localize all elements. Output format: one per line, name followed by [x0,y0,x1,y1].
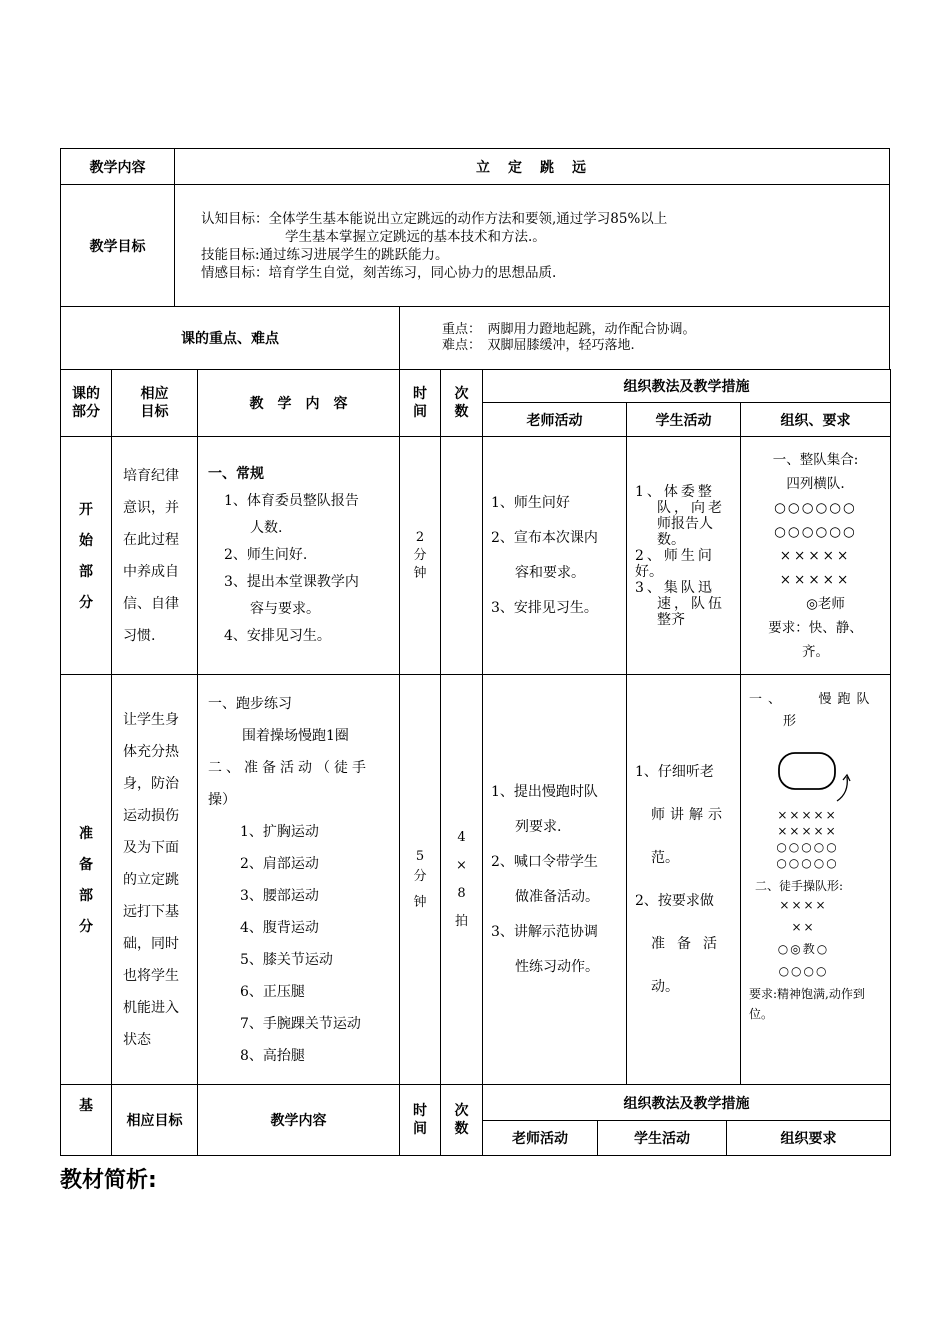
start-part: 开 始 部 分 [61,437,112,675]
base-table [60,1084,891,1156]
exercise-formation: ×××× ×× ○◎教○ ○○○○ [777,898,830,978]
prep-part: 准 备 部 分 [61,675,112,1085]
teaching-objective-label: 教学目标 [61,185,175,307]
difficult-point-label: 难点： [442,338,475,353]
base-count: 次 数 [441,1085,483,1156]
header-goal: 相应 目标 [112,370,198,437]
header-content: 教 学 内 容 [198,370,400,437]
key-points-table [60,306,890,370]
header-time: 时 间 [400,370,441,437]
teaching-content-label: 教学内容 [61,149,175,185]
base-student-activity: 学生活动 [598,1121,727,1156]
start-content-title: 一、常规 [208,466,264,482]
header-count: 次 数 [441,370,483,437]
header-org-methods: 组织教法及教学措施 [483,370,891,403]
base-part: 基 [61,1085,112,1156]
start-time: 2 分 钟 [400,437,441,675]
header-student-activity: 学生活动 [627,403,741,437]
jog-track-loop [779,753,835,789]
base-goal: 相应目标 [112,1085,198,1156]
start-teacher: 1、师生问好 2、宣布本次课内 容和要求。 3、安排见习生。 [483,437,627,675]
difficult-point-text: 双脚屈膝缓冲，轻巧落地. [487,338,635,353]
header-part: 课的 部分 [61,370,112,437]
prep-student: 1、仔细听老 师讲解示 范。 2、按要求做 准备活 动。 [627,675,741,1085]
jog-direction-arrow [837,777,847,801]
start-student: 1、体委整 队，向老 师报告人 数。 2、师生问 好。 3、集队迅 速，队伍 整齐 [627,437,741,675]
jog-track-diagram [771,749,861,805]
base-org-methods: 组织教法及教学措施 [483,1085,891,1121]
prep-teacher: 1、提出慢跑时队 列要求. 2、喊口令带学生 做准备活动。 3、讲解示范协调 性练习动作。 [483,675,627,1085]
skill-objective: 技能目标:通过练习进展学生的跳跃能力。 [201,246,449,263]
base-teacher-activity: 老师活动 [483,1121,598,1156]
start-org: 一、整队集合: 四列横队. ○○○○○○ ○○○○○○ ××××× ××××× ◎老师 要求：快、静、 齐。 [741,437,891,675]
key-difficult-label: 课的重点、难点 [61,307,400,370]
lesson-plan-sheet [60,148,890,1156]
start-goal: 培育纪律 意识，并 在此过程 中养成自 信、自律 习惯. [112,437,198,675]
jog-formation: ××××× ××××× ○○○○○ ○○○○○ [776,808,839,870]
exercise-formation-title: 二、徒手操队形: [755,879,844,893]
start-count [441,437,483,675]
teaching-objective-text [175,185,890,307]
prep-time: 5 分 钟 [400,675,441,1085]
base-content: 教学内容 [198,1085,400,1156]
header-org-require: 组织、要求 [741,403,891,437]
cognitive-objective: 认知目标：全体学生基本能说出立定跳远的动作方法和要领,通过学习85%以上 [201,210,668,227]
top-table [60,148,890,307]
prep-requirement: 要求:精神饱满,动作到位。 [749,987,865,1021]
teaching-content-value: 立 定 跳 远 [175,149,890,185]
key-difficult-text [400,307,890,370]
prep-content: 一、跑步练习 围着操场慢跑1圈 二、准备活动（徒手 操） 1、扩胸运动 2、肩部运动 3、腰部运动 4、腹背运动 5、膝关节运动 6、正压腿 7、手腕踝关节运动 8、高抬腿 [198,675,400,1085]
header-teacher-activity: 老师活动 [483,403,627,437]
key-point-label: 重点： [442,322,475,337]
key-point-text: 两脚用力蹬地起跳，动作配合协调。 [487,322,696,337]
emotion-objective: 情感目标：培育学生自觉，刻苦练习，同心协力的思想品质. [201,264,557,281]
base-time: 时 间 [400,1085,441,1156]
lesson-table [60,369,891,1085]
prep-goal: 让学生身 体充分热 身，防治 运动损伤 及为下面 的立定跳 远打下基 础，同时 也将学生 机能进入 状态 [112,675,198,1085]
base-org-require: 组织要求 [727,1121,891,1156]
prep-count: 4 × 8 拍 [441,675,483,1085]
material-analysis-heading: 教材简析: [60,1168,157,1193]
start-content: 一、常规 1、体育委员整队报告 人数. 2、师生问好. 3、提出本堂课教学内 容与要求。 4、安排见习生。 [198,437,400,675]
cognitive-objective-cont: 学生基本掌握立定跳远的基本技术和方法.。 [285,228,546,245]
prep-org: 一、 慢跑队 形 ××××× ××××× ○○○○○ ○○○○○ 二、徒手操队形: ×××× ×× ○◎教○ ○○○○ 要求:精神饱满,动作到位。 [741,675,891,1085]
